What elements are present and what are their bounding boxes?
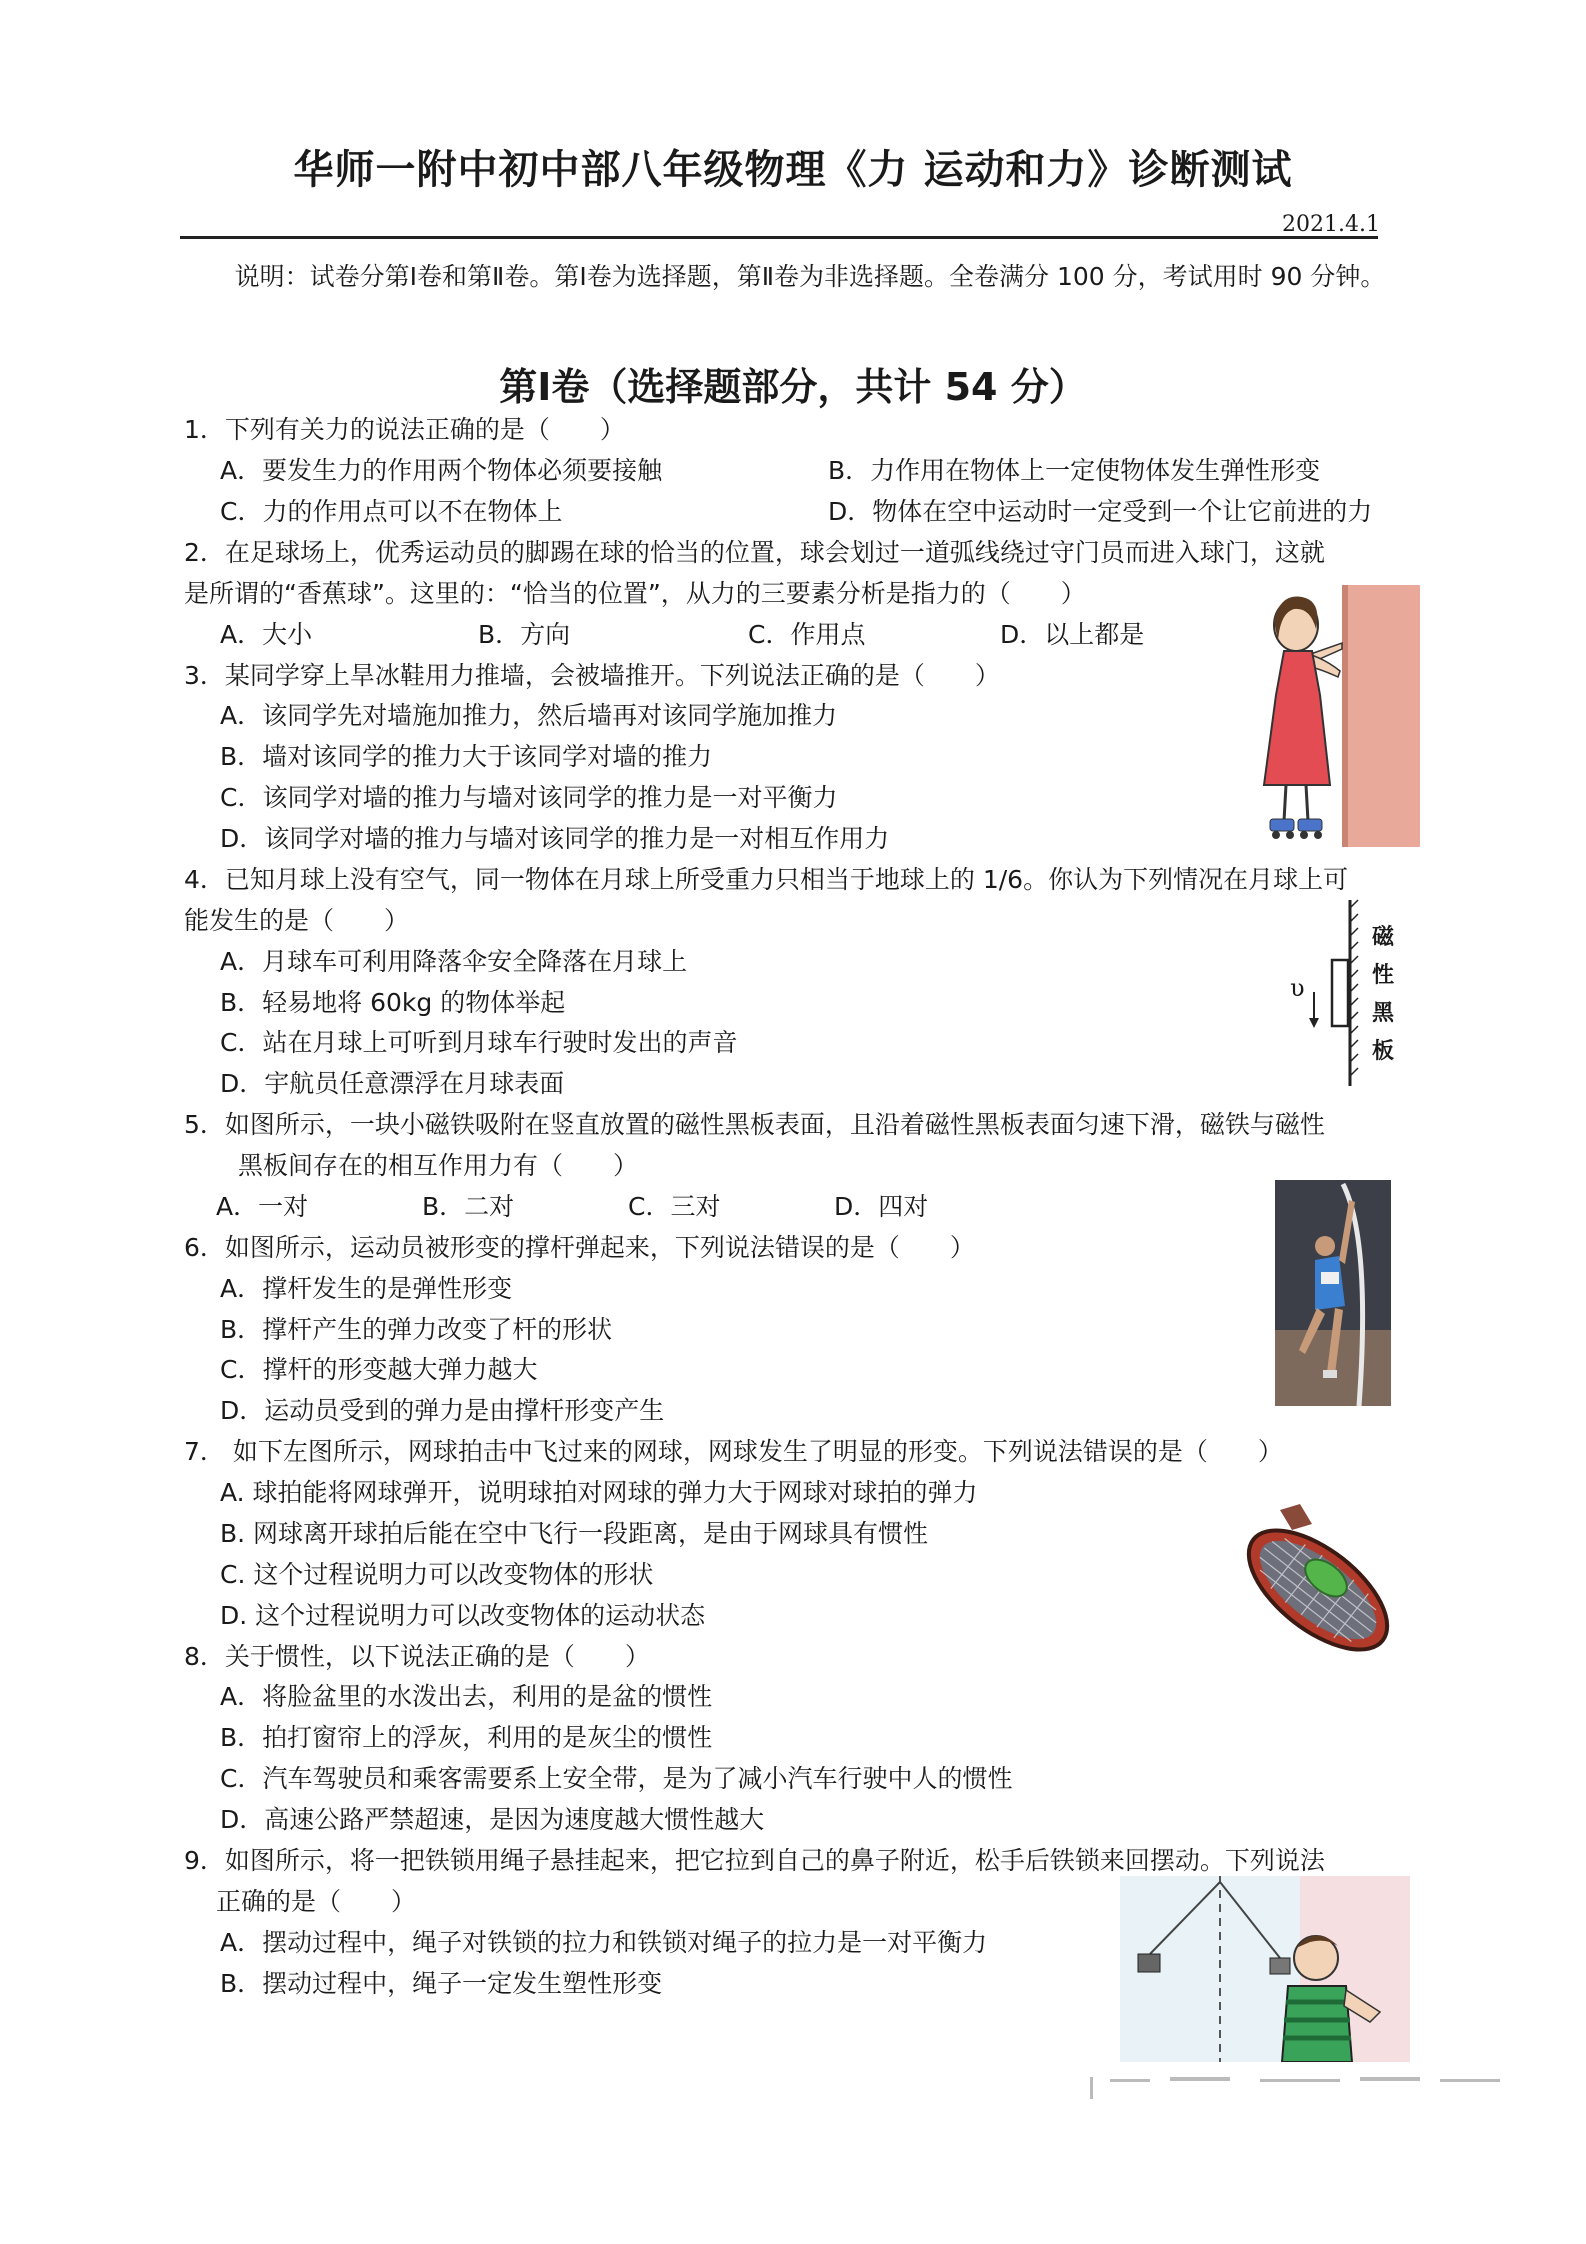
exam-instructions: 说明：试卷分第Ⅰ卷和第Ⅱ卷。第Ⅰ卷为选择题，第Ⅱ卷为非选择题。全卷满分 100 分，考试用时 90 分钟。 [234,262,1386,291]
q8-option-d: D．高速公路严禁超速，是因为速度越大惯性越大 [220,1805,765,1834]
q7-option-c: C. 这个过程说明力可以改变物体的形状 [220,1560,654,1589]
q4-option-b: B．轻易地将 60kg 的物体举起 [220,988,566,1017]
q3-option-b: B．墙对该同学的推力大于该同学对墙的推力 [220,742,713,771]
q6-option-c: C．撑杆的形变越大弹力越大 [220,1355,538,1384]
q1-option-a: A．要发生力的作用两个物体必须要接触 [220,456,663,485]
question-5-stem-line1: 5．如图所示，一块小磁铁吸附在竖直放置的磁性黑板表面，且沿着磁性黑板表面匀速下滑，磁铁与磁性 [184,1110,1325,1139]
scan-artifact [1090,2065,1510,2105]
board-label-1: 磁 [1372,925,1395,950]
board-label-3: 黑 [1372,1001,1395,1026]
q9-option-b: B．摆动过程中，绳子一定发生塑性形变 [220,1969,663,1998]
board-label-2: 性 [1372,963,1395,988]
question-7-stem: 7． 如下左图所示，网球拍击中飞过来的网球，网球发生了明显的形变。下列说法错误的是（ ） [184,1437,1283,1466]
q2-option-a: A．大小 [220,620,313,649]
question-9-stem-line1: 9．如图所示，将一把铁锁用绳子悬挂起来，把它拉到自己的鼻子附近，松手后铁锁来回摆动。下列说法 [184,1846,1325,1875]
exam-title: 华师一附中初中部八年级物理《力 运动和力》诊断测试 [293,147,1293,193]
q8-option-c: C．汽车驾驶员和乘客需要系上安全带，是为了减小汽车行驶中人的惯性 [220,1764,1013,1793]
q5-option-a: A．一对 [216,1192,309,1221]
q1-option-c: C．力的作用点可以不在物体上 [220,497,563,526]
q5-option-d: D．四对 [834,1192,929,1221]
q8-option-a: A．将脸盆里的水泼出去，利用的是盆的惯性 [220,1682,713,1711]
exam-date: 2021.4.1 [1282,212,1380,237]
q2-option-b: B．方向 [478,620,571,649]
q4-option-a: A．月球车可利用降落伞安全降落在月球上 [220,947,688,976]
question-3-stem: 3．某同学穿上旱冰鞋用力推墙，会被墙推开。下列说法正确的是（ ） [184,661,1000,690]
question-2-stem-line2: 是所谓的“香蕉球”。这里的：“恰当的位置”，从力的三要素分析是指力的（ ） [184,579,1086,608]
q3-option-d: D．该同学对墙的推力与墙对该同学的推力是一对相互作用力 [220,824,890,853]
q6-option-b: B．撑杆产生的弹力改变了杆的形状 [220,1315,613,1344]
q9-option-a: A．摆动过程中，绳子对铁锁的拉力和铁锁对绳子的拉力是一对平衡力 [220,1928,988,1957]
q3-option-a: A．该同学先对墙施加推力，然后墙再对该同学施加推力 [220,701,838,730]
question-2-stem-line1: 2．在足球场上，优秀运动员的脚踢在球的恰当的位置，球会划过一道弧线绕过守门员而进入球门，这就 [184,538,1325,567]
section-title: 第Ⅰ卷（选择题部分，共计 54 分） [499,365,1087,409]
board-label-4: 板 [1372,1039,1395,1064]
q5-option-b: B．二对 [422,1192,515,1221]
q7-option-d: D. 这个过程说明力可以改变物体的运动状态 [220,1601,706,1630]
q3-option-c: C．该同学对墙的推力与墙对该同学的推力是一对平衡力 [220,783,838,812]
figure-swinging-lock [1120,1876,1410,2062]
q1-option-b: B．力作用在物体上一定使物体发生弹性形变 [828,456,1321,485]
question-4-stem-line1: 4．已知月球上没有空气，同一物体在月球上所受重力只相当于地球上的 1/6。你认为下列情况在月球上可 [184,865,1349,894]
q8-option-b: B．拍打窗帘上的浮灰，利用的是灰尘的惯性 [220,1723,713,1752]
figure-tennis-racket [1230,1500,1400,1680]
figure-girl-pushing-wall [1250,585,1420,847]
question-9-stem-line2: 正确的是（ ） [216,1887,417,1916]
title-underline [180,236,1378,239]
q4-option-d: D．宇航员任意漂浮在月球表面 [220,1069,565,1098]
q1-option-d: D．物体在空中运动时一定受到一个让它前进的力 [828,497,1373,526]
velocity-label: υ [1290,974,1305,1002]
q7-option-b: B. 网球离开球拍后能在空中飞行一段距离，是由于网球具有惯性 [220,1519,929,1548]
q2-option-d: D．以上都是 [1000,620,1145,649]
question-8-stem: 8．关于惯性，以下说法正确的是（ ） [184,1642,650,1671]
question-5-stem-line2: 黑板间存在的相互作用力有（ ） [238,1151,639,1180]
q2-option-c: C．作用点 [748,620,866,649]
q7-option-a: A. 球拍能将网球弹开，说明球拍对网球的弹力大于网球对球拍的弹力 [220,1478,978,1507]
q6-option-a: A．撑杆发生的是弹性形变 [220,1274,513,1303]
question-6-stem: 6．如图所示，运动员被形变的撑杆弹起来，下列说法错误的是（ ） [184,1233,975,1262]
q5-option-c: C．三对 [628,1192,721,1221]
question-1-stem: 1．下列有关力的说法正确的是（ ） [184,415,625,444]
q6-option-d: D．运动员受到的弹力是由撑杆形变产生 [220,1396,665,1425]
question-4-stem-line2: 能发生的是（ ） [184,906,410,935]
q4-option-c: C．站在月球上可听到月球车行驶时发出的声音 [220,1028,738,1057]
figure-pole-vaulter [1275,1180,1391,1406]
